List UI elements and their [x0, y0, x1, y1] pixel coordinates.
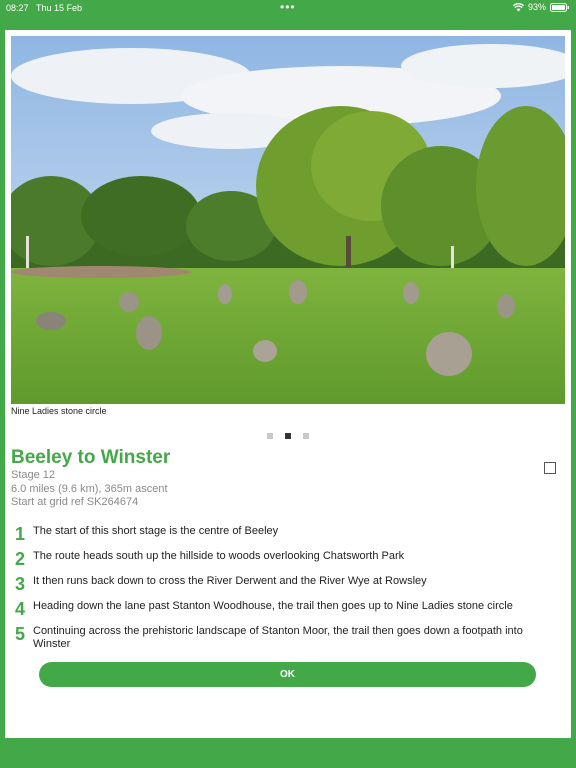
step-number: 1 [15, 524, 26, 544]
status-time: 08:27 [6, 3, 29, 13]
pager-dot[interactable] [267, 433, 273, 439]
stage-photo[interactable] [11, 36, 565, 404]
stage-number: Stage 12 [11, 469, 56, 481]
stage-title: Beeley to Winster [11, 447, 171, 468]
step-text: The route heads south up the hillside to woods overlooking Chatsworth Park [33, 550, 405, 562]
photo-caption: Nine Ladies stone circle [11, 406, 107, 416]
completed-checkbox[interactable] [544, 462, 556, 474]
route-step [15, 624, 565, 654]
step-number: 5 [15, 624, 26, 644]
route-step [15, 574, 565, 599]
stage-distance: 6.0 miles (9.6 km), 365m ascent [11, 483, 168, 495]
ok-button[interactable]: OK [39, 662, 536, 687]
status-date: Thu 15 Feb [36, 3, 83, 13]
battery-icon [550, 3, 570, 12]
pager-dot[interactable] [303, 433, 309, 439]
step-text: The start of this short stage is the centre of Beeley [33, 525, 279, 537]
step-number: 4 [15, 599, 26, 619]
route-step [15, 599, 565, 624]
step-text: It then runs back down to cross the River Derwent and the River Wye at Rowsley [33, 575, 427, 587]
stage-grid-ref: Start at grid ref SK264674 [11, 496, 139, 508]
step-text: Continuing across the prehistoric landscape of Stanton Moor, the trail then goes down a footpath into Winster [33, 625, 523, 650]
photo-pager[interactable] [5, 433, 571, 439]
step-number: 2 [15, 549, 26, 569]
wifi-icon [513, 3, 524, 12]
step-number: 3 [15, 574, 26, 594]
route-step [15, 524, 565, 549]
stage-card [5, 30, 571, 738]
route-step [15, 549, 565, 574]
pager-dot-active[interactable] [285, 433, 291, 439]
status-bar [0, 0, 576, 16]
status-indicators [513, 2, 570, 12]
step-text: Heading down the lane past Stanton Woodhouse, the trail then goes up to Nine Ladies stone circle [33, 600, 513, 612]
multitasking-dots-icon[interactable]: ••• [280, 0, 296, 14]
battery-percent: 93% [527, 2, 546, 12]
route-steps [15, 524, 565, 654]
